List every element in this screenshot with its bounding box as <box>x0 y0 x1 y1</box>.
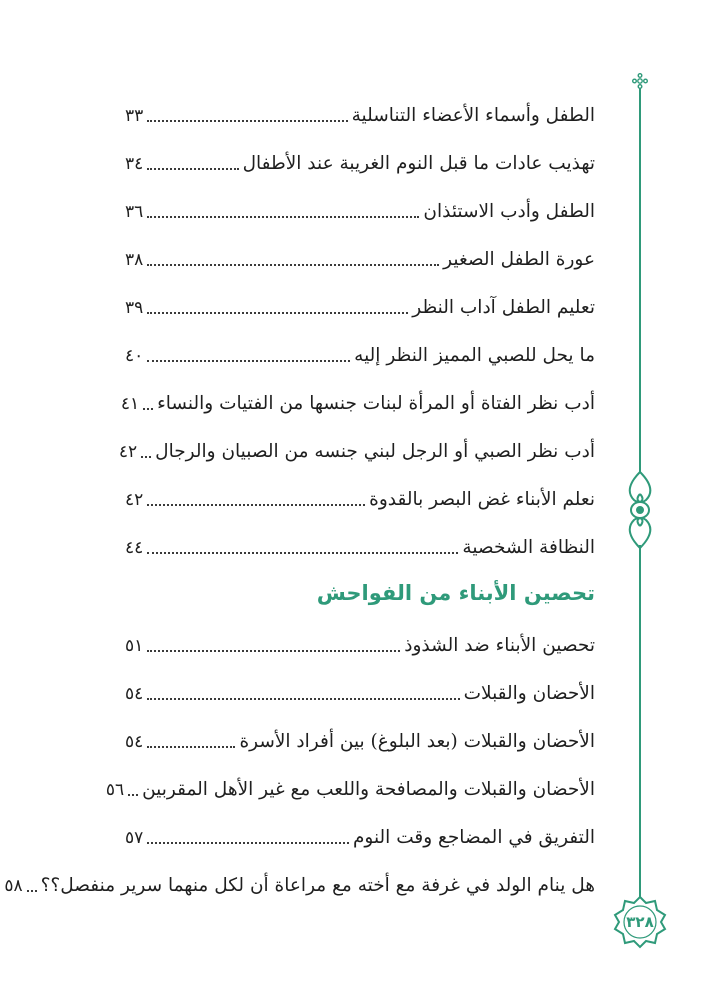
toc-entry <box>125 236 595 272</box>
toc-entry-title: تحصين الأبناء ضد الشذوذ <box>404 635 595 656</box>
toc-entry-title: الطفل وأدب الاستئذان <box>423 201 595 222</box>
toc-leader-dots <box>143 407 153 410</box>
arabesque-ornament-icon <box>622 470 658 550</box>
toc-entry-title: نعلم الأبناء غض البصر بالقدوة <box>369 489 595 510</box>
toc-entry-page: ٥٦ <box>105 780 125 800</box>
toc-leader-dots <box>147 167 238 170</box>
toc-entry-page: ٥٤ <box>125 684 144 704</box>
toc-leader-dots <box>147 841 349 844</box>
toc-leader-dots <box>27 889 37 892</box>
toc-entry-title: الأحضان والقبلات والمصافحة واللعب مع غير الأهل المقربين <box>142 779 595 800</box>
toc-entry-page: ٣٦ <box>125 202 144 222</box>
toc-entry-page: ٤٤ <box>125 538 144 558</box>
toc-entry-page: ٣٨ <box>125 250 144 270</box>
toc-entry <box>125 188 595 224</box>
toc-entry-title: التفريق في المضاجع وقت النوم <box>352 827 595 848</box>
toc-entry <box>125 284 595 320</box>
toc-entry <box>125 524 595 560</box>
toc-entry-title: أدب نظر الصبي أو الرجل لبني جنسه من الصبيان والرجال <box>155 441 595 462</box>
toc-entry-page: ٣٤ <box>125 154 144 174</box>
toc-entry <box>125 92 595 128</box>
section-heading: تحصين الأبناء من الفواحش <box>316 581 595 605</box>
toc-leader-dots <box>147 503 365 506</box>
toc-entry-page: ٣٩ <box>125 298 144 318</box>
ornament-rail-line <box>639 88 641 473</box>
toc-leader-dots <box>147 745 235 748</box>
page-number: ٣٢٨ <box>626 913 654 931</box>
toc-leader-dots <box>147 359 350 362</box>
toc-entry-title: عورة الطفل الصغير <box>443 249 595 270</box>
toc-entry-page: ٥٤ <box>125 732 144 752</box>
toc-entry-page: ٤٢ <box>125 490 144 510</box>
toc-entry <box>118 428 595 464</box>
toc-entry <box>125 718 595 754</box>
toc-entry-title: الأحضان والقبلات (بعد البلوغ) بين أفراد الأسرة <box>239 731 595 752</box>
toc-leader-dots <box>147 263 439 266</box>
toc-entry <box>125 814 595 850</box>
toc-entry-title: ما يحل للصبي المميز النظر إليه <box>354 345 595 366</box>
toc-entry <box>125 332 595 368</box>
toc-entry <box>4 862 595 898</box>
toc-leader-dots <box>141 455 151 458</box>
toc-entry-title: النظافة الشخصية <box>462 537 595 558</box>
toc-entry <box>125 670 595 706</box>
toc-entry-page: ٤٢ <box>118 442 138 462</box>
toc-entry-title: الأحضان والقبلات <box>463 683 595 704</box>
toc-leader-dots <box>147 649 400 652</box>
ornament-rail-line <box>639 545 641 900</box>
toc-entry <box>105 766 595 802</box>
toc-entry <box>125 622 595 658</box>
toc-leader-dots <box>128 793 138 796</box>
toc-leader-dots <box>147 697 459 700</box>
toc-entry-page: ٤٠ <box>125 346 144 366</box>
toc-entry <box>125 140 595 176</box>
toc-entry-title: الطفل وأسماء الأعضاء التناسلية <box>351 105 595 126</box>
toc-leader-dots <box>147 311 408 314</box>
toc-entry <box>125 476 595 512</box>
toc-entry <box>120 380 595 416</box>
toc-entry-title: تعليم الطفل آداب النظر <box>412 297 595 318</box>
toc-entry-title: تهذيب عادات ما قبل النوم الغريبة عند الأطفال <box>242 153 595 174</box>
toc-entry-title: هل ينام الولد في غرفة مع أخته مع مراعاة أن لكل منهما سرير منفصل؟؟ <box>40 875 595 896</box>
toc-entry-page: ٣٣ <box>125 106 144 126</box>
toc-leader-dots <box>147 551 458 554</box>
toc-leader-dots <box>147 119 347 122</box>
toc-entry-page: ٤١ <box>120 394 140 414</box>
toc-entry-page: ٥٧ <box>125 828 144 848</box>
toc-leader-dots <box>147 215 419 218</box>
toc-entry-page: ٥١ <box>125 636 144 656</box>
toc-entry-page: ٥٨ <box>4 876 23 896</box>
toc-entry-title: أدب نظر الفتاة أو المرأة لبنات جنسها من الفتيات والنساء <box>157 393 595 414</box>
